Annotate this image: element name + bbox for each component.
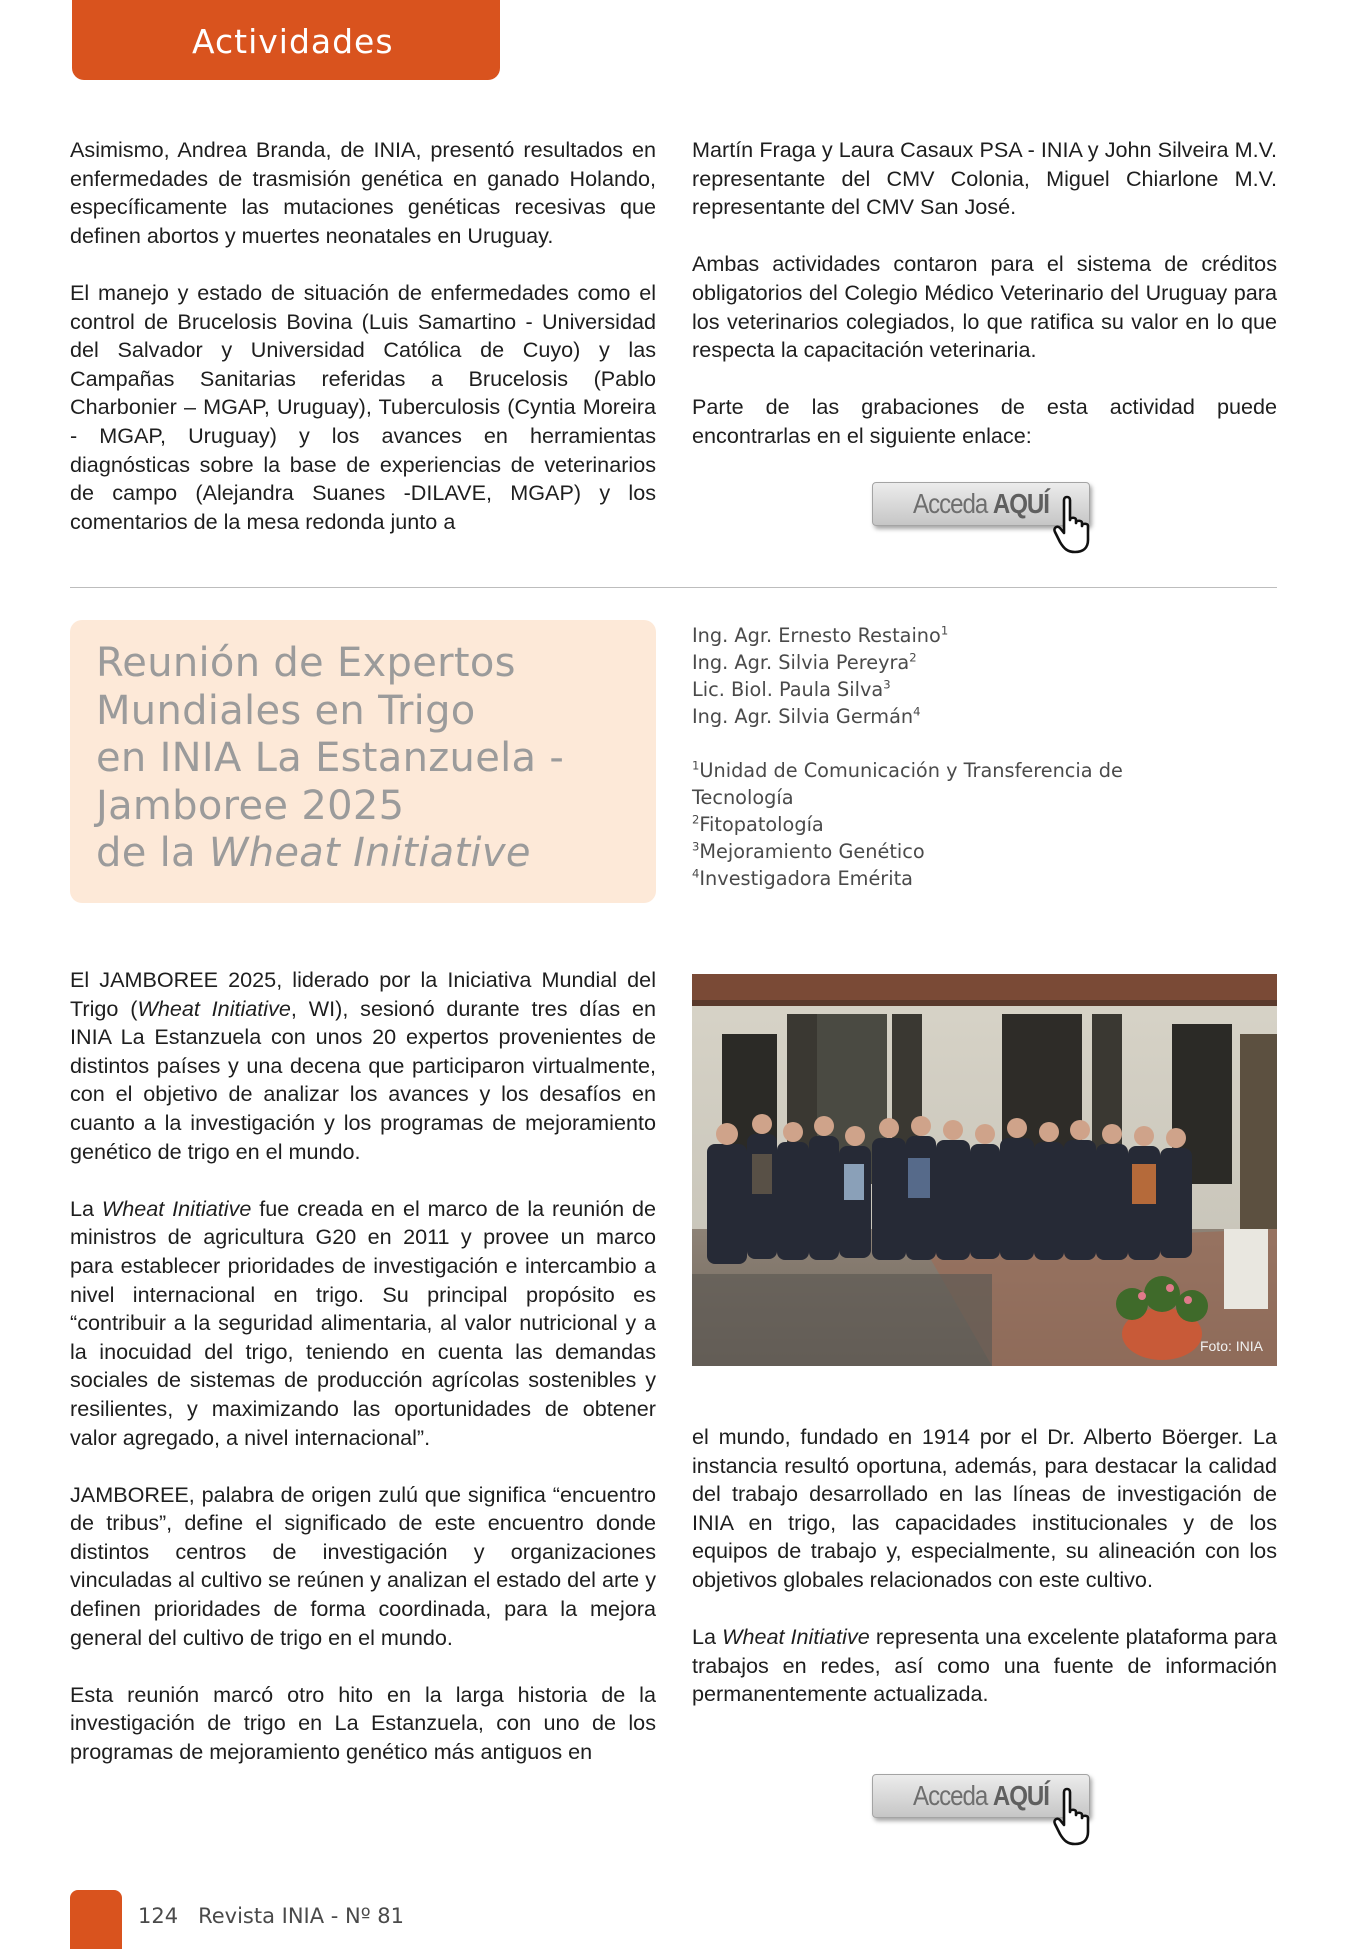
section-title: Actividades <box>192 22 394 61</box>
article-title <box>96 640 641 878</box>
paragraph: Asimismo, Andrea Branda, de INIA, presentó resultados en enfermedades de trasmisión genética en ganado Holando, específicamente las mutaciones genéticas recesivas que definen abortos y muertes neonatales en Uruguay. <box>70 137 656 248</box>
author-line <box>692 649 1277 676</box>
italic-term: Wheat Initiative <box>722 1624 870 1650</box>
button-label: Acceda <box>913 488 988 519</box>
title-text-plain: de la <box>96 830 209 876</box>
affiliation-line <box>692 838 1277 865</box>
paragraph: el mundo, fundado en 1914 por el Dr. Alberto Böerger. La instancia resultó oportuna, además, para destacar la calidad del trabajo desarrollado en las líneas de investigación de INIA en trigo, las capacidades institucionales y de los equipos de trabajo y, especialmente, su alineación con los objetivos globales relacionados con este cultivo. <box>692 1424 1277 1592</box>
paragraph: Ambas actividades contaron para el sistema de créditos obligatorios del Colegio Médico Veterinario del Uruguay para los veterinarios colegiados, lo que ratifica su valor en lo que respecta la capacitación veterinaria. <box>692 251 1277 363</box>
affiliation-line <box>692 811 1277 838</box>
affiliation-line: Tecnología <box>692 786 794 809</box>
author-line <box>692 676 1277 703</box>
body-left-column <box>70 966 656 1767</box>
author-name: Ing. Agr. Silvia Germán <box>692 705 914 728</box>
photo-credit: Foto: INIA <box>1199 1338 1263 1354</box>
italic-term: Wheat Initiative <box>101 1195 252 1221</box>
author-name: Ing. Agr. Silvia Pereyra <box>692 651 910 674</box>
affiliation-line <box>692 865 1277 892</box>
italic-term: Wheat Initiative <box>137 995 291 1021</box>
top-right-column <box>692 136 1277 451</box>
paragraph: Parte de las grabaciones de esta actividad puede encontrarlas en el siguiente enlace: <box>692 394 1277 448</box>
top-left-column <box>70 136 656 536</box>
authors-block <box>692 622 1277 892</box>
title-line: Reunión de Expertos <box>96 640 516 686</box>
paragraph: JAMBOREE, palabra de origen zulú que significa “encuentro de tribus”, define el significado de este encuentro donde distintos centros de investigación y organizaciones vinculadas al cultivo se reúnen y analizan el estado del arte y definen prioridades de forma coordinada, para la mejora general del cultivo de trigo en el mundo. <box>70 1481 656 1650</box>
affiliation-sup: 2 <box>692 812 700 827</box>
affiliation-line <box>692 757 1277 784</box>
access-link-wheat-initiative[interactable] <box>872 1774 1102 1854</box>
pointer-hand-icon <box>1052 1786 1098 1848</box>
button-label-bold: AQUÍ <box>992 1780 1049 1811</box>
author-name: Ing. Agr. Ernesto Restaino <box>692 624 941 647</box>
affiliation-text: Unidad de Comunicación y Transferencia de <box>699 759 1123 782</box>
paragraph: Esta reunión marcó otro hito en la larga historia de la investigación de trigo en La Estanzuela, con uno de los programas de mejoramiento genético más antiguos en <box>70 1681 656 1765</box>
affiliation-sup: 1 <box>692 758 700 773</box>
title-line: Jamboree 2025 <box>96 782 405 829</box>
affiliation-text: Mejoramiento Genético <box>699 840 925 863</box>
article-title-box <box>70 620 656 903</box>
pointer-hand-icon <box>1052 494 1098 556</box>
group-photo-illustration <box>692 974 1277 1366</box>
author-line <box>692 703 1277 730</box>
paragraph: Martín Fraga y Laura Casaux PSA - INIA y John Silveira M.V. representante del CMV Colonia, Miguel Chiarlone M.V. representante del CMV San José. <box>692 137 1277 220</box>
paragraph: La Wheat Initiative representa una excelente plataforma para trabajos en redes, así como una fuente de información permanentemente actualizada. <box>692 1624 1277 1707</box>
author-line <box>692 622 1277 649</box>
title-line <box>96 830 641 878</box>
paragraph: El manejo y estado de situación de enfermedades como el control de Brucelosis Bovina (Luis Samartino - Universidad del Salvador y Universidad Católica de Cuyo) y las Campañas Sanitarias referidas a Brucelosis (Pablo Charbonier – MGAP, Uruguay), Tuberculosis (Cyntia Moreira - MGAP, Uruguay) y los avances en herramientas diagnósticas sobre la base de experiencias de veterinarios de campo (Alejandra Suanes -DILAVE, MGAP) y los comentarios de la mesa redonda junto a <box>70 279 656 534</box>
author-sup: 4 <box>913 704 921 719</box>
paragraph: La Wheat Initiative fue creada en el marco de la reunión de ministros de agricultura G20 en 2011 y provee un marco para establecer prioridades de investigación e intercambio a nivel internacional en trigo. Su principal propósito es “contribuir a la seguridad alimentaria, al valor nutricional y a la inocuidad del trigo, teniendo en cuenta las demandas sociales de sistemas de producción agrícolas sostenibles y resilientes, y maximizando las oportunidades de obtener valor agregado, a nivel internacional”. <box>70 1195 656 1450</box>
section-tab <box>72 0 500 80</box>
button-label: Acceda <box>913 1780 988 1811</box>
access-link-recordings[interactable] <box>872 482 1102 562</box>
affiliation-text: Investigadora Emérita <box>699 867 913 890</box>
footer <box>138 1904 404 1928</box>
affiliation-sup: 3 <box>692 839 700 854</box>
page-number: 124 <box>138 1904 179 1928</box>
affiliation-sup: 4 <box>692 866 700 881</box>
title-line: en INIA La Estanzuela - <box>96 735 565 781</box>
body-right-column <box>692 1423 1277 1709</box>
section-divider <box>70 587 1277 588</box>
author-sup: 1 <box>940 623 949 638</box>
button-label-bold: AQUÍ <box>992 488 1049 519</box>
magazine-name: Revista INIA - Nº 81 <box>198 1904 405 1928</box>
author-sup: 3 <box>883 677 891 692</box>
title-text-italic: Wheat Initiative <box>208 830 531 876</box>
affiliation-text: Fitopatología <box>699 813 824 836</box>
paragraph: El JAMBOREE 2025, liderado por la Iniciativa Mundial del Trigo (Wheat Initiative, WI), sesionó durante tres días en INIA La Estanzuela con unos 20 expertos provenientes de distintos países y una decena que participaron virtualmente, con el objetivo de analizar los avances y los desafíos en cuanto a la investigación y los programas de mejoramiento genético de trigo en el mundo. <box>70 967 656 1164</box>
author-name: Lic. Biol. Paula Silva <box>692 678 884 701</box>
title-line: Mundiales en Trigo <box>96 687 476 734</box>
group-photo <box>692 974 1277 1366</box>
author-sup: 2 <box>909 650 917 665</box>
footer-tab <box>70 1890 122 1949</box>
